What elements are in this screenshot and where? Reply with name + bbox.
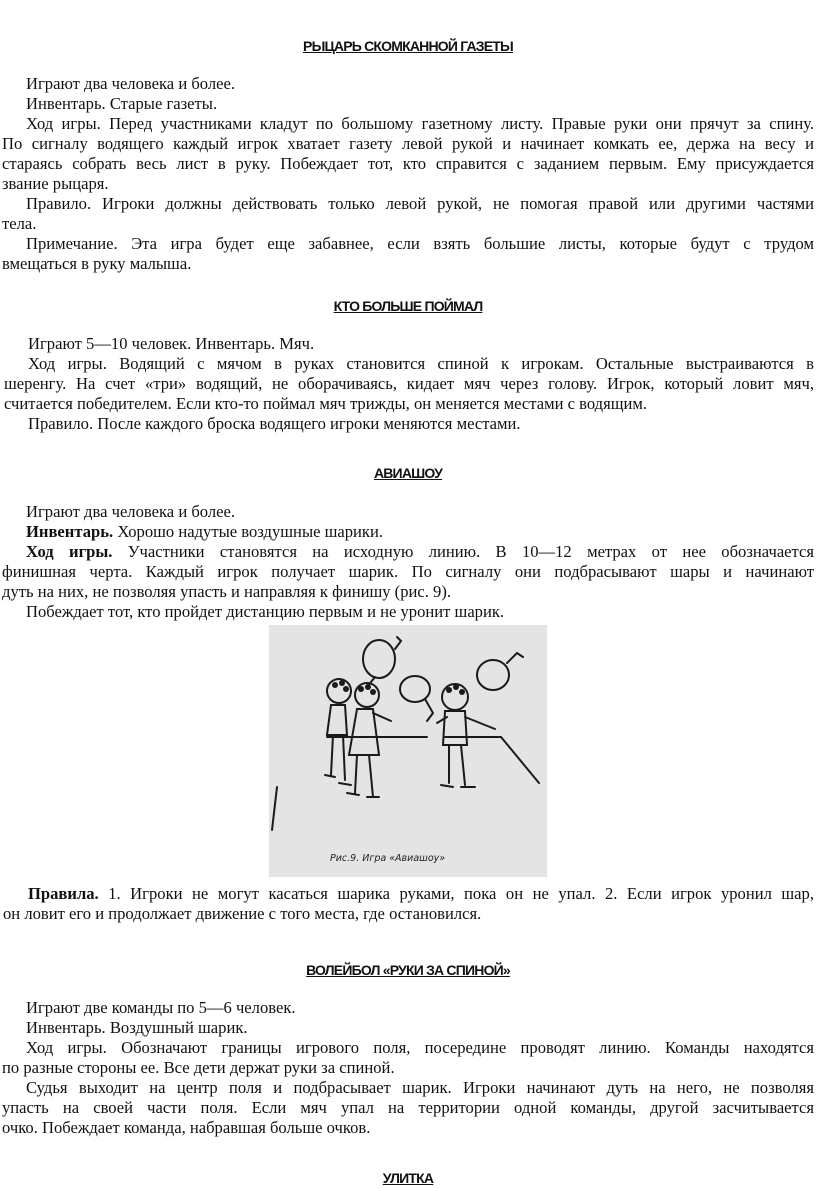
paragraph-line: Ход игры. Водящий с мячом в руках становится спиной к игрокам. Остальные выстраиваются в [28, 354, 814, 373]
paragraph: Играют 5—10 человек. Инвентарь. Мяч. [28, 334, 315, 353]
paragraph: Инвентарь. Старые газеты. [26, 94, 218, 113]
figure-airshow-illustration [269, 625, 547, 877]
child-1-body [327, 705, 347, 735]
section-title-snail: УЛИТКА [382, 1170, 434, 1186]
paragraph-line: вмещаться в руку малыша. [2, 254, 192, 273]
paragraph-line: тела. [2, 214, 37, 233]
section-title-airshow: АВИАШОУ [373, 465, 443, 481]
paragraph: Правило. После каждого броска водящего игроки меняются местами. [28, 414, 521, 433]
field-line-right [445, 737, 539, 783]
paragraph-line: он ловит его и продолжает движение с того места, где остановился. [3, 904, 482, 923]
paragraph-line: звание рыцаря. [2, 174, 109, 193]
balloon-3 [477, 660, 509, 690]
balloon-2 [400, 676, 430, 702]
inventory-text: Хорошо надутые воздушные шарики. [113, 522, 384, 541]
paragraph-line: считается победителем. Если кто-то поймал мяч трижды, он меняется местами с водящим. [4, 394, 648, 413]
paragraph-line: по разные стороны ее. Все дети держат руки за спиной. [2, 1058, 395, 1077]
paragraph: Играют две команды по 5—6 человек. [26, 998, 296, 1017]
paragraph-line: По сигналу водящего каждый игрок хватает газету левой рукой и начинает комкать ее, держа на весу и [2, 134, 814, 153]
game-course-label: Ход игры. [26, 542, 113, 561]
paragraph-line: шеренгу. На счет «три» водящий, не оборачиваясь, кидает мяч через голову. Игрок, который ловит мяч, [4, 374, 814, 393]
section-title-knight: РЫЦАРЬ СКОМКАННОЙ ГАЗЕТЫ [303, 38, 513, 54]
paragraph-line [28, 884, 814, 905]
inventory-label: Инвентарь. [26, 522, 114, 541]
paragraph-line: Ход игры. Обозначают границы игрового поля, посередине проводят линию. Команды находятся [26, 1038, 814, 1057]
paragraph-line [26, 542, 814, 563]
paragraph-line: Правило. Игроки должны действовать только левой рукой, не помогая правой или другими частями [26, 194, 814, 213]
game-course-text: Участники становятся на исходную линию. В 10—12 метрах от нее обозначается [112, 542, 814, 561]
paragraph-line: очко. Побеждает команда, набравшая больше очков. [2, 1118, 371, 1137]
paragraph-line: Судья выходит на центр поля и подбрасывает шарик. Игроки начинают дуть на него, не позволяя [26, 1078, 814, 1097]
section-title-volleyball: ВОЛЕЙБОЛ «РУКИ ЗА СПИНОЙ» [306, 962, 510, 978]
paragraph-line: дуть на них, не позволяя упасть и направляя к финишу (рис. 9). [2, 582, 452, 601]
rules-text: 1. Игроки не могут касаться шарика руками, пока он не упал. 2. Если игрок уронил шар, [98, 884, 814, 903]
paragraph-line: упасть на своей части поля. Если мяч упал на территории одной команды, другой засчитывается [2, 1098, 814, 1117]
paragraph: Инвентарь. Воздушный шарик. [26, 1018, 248, 1037]
field-line-left [272, 787, 277, 830]
rules-label: Правила. [28, 884, 99, 903]
paragraph-line: Ход игры. Перед участниками кладут по большому газетному листу. Правые руки они прячут за спину. [26, 114, 814, 133]
child-2-body [349, 709, 379, 755]
section-title-who-caught-more: КТО БОЛЬШЕ ПОЙМАЛ [333, 298, 483, 314]
paragraph [26, 522, 383, 543]
paragraph-line: финишная черта. Каждый игрок получает шарик. По сигналу они подбрасывают шары и начинают [2, 562, 814, 581]
paragraph: Побеждает тот, кто пройдет дистанцию первым и не уронит шарик. [26, 602, 505, 621]
balloon-1 [363, 640, 395, 678]
paragraph: Играют два человека и более. [26, 74, 236, 93]
figure-caption: Рис.9. Игра «Авиашоу» [330, 853, 446, 864]
children-with-balloons-drawing [269, 625, 547, 877]
paragraph: Играют два человека и более. [26, 502, 236, 521]
balloon-1-tail [395, 637, 401, 649]
paragraph-line: стараясь собрать весь лист в руку. Побеждает тот, кто справится с заданием первым. Ему присуждается [2, 154, 814, 173]
paragraph-line: Примечание. Эта игра будет еще забавнее, если взять большие листы, которые будут с трудом [26, 234, 814, 253]
